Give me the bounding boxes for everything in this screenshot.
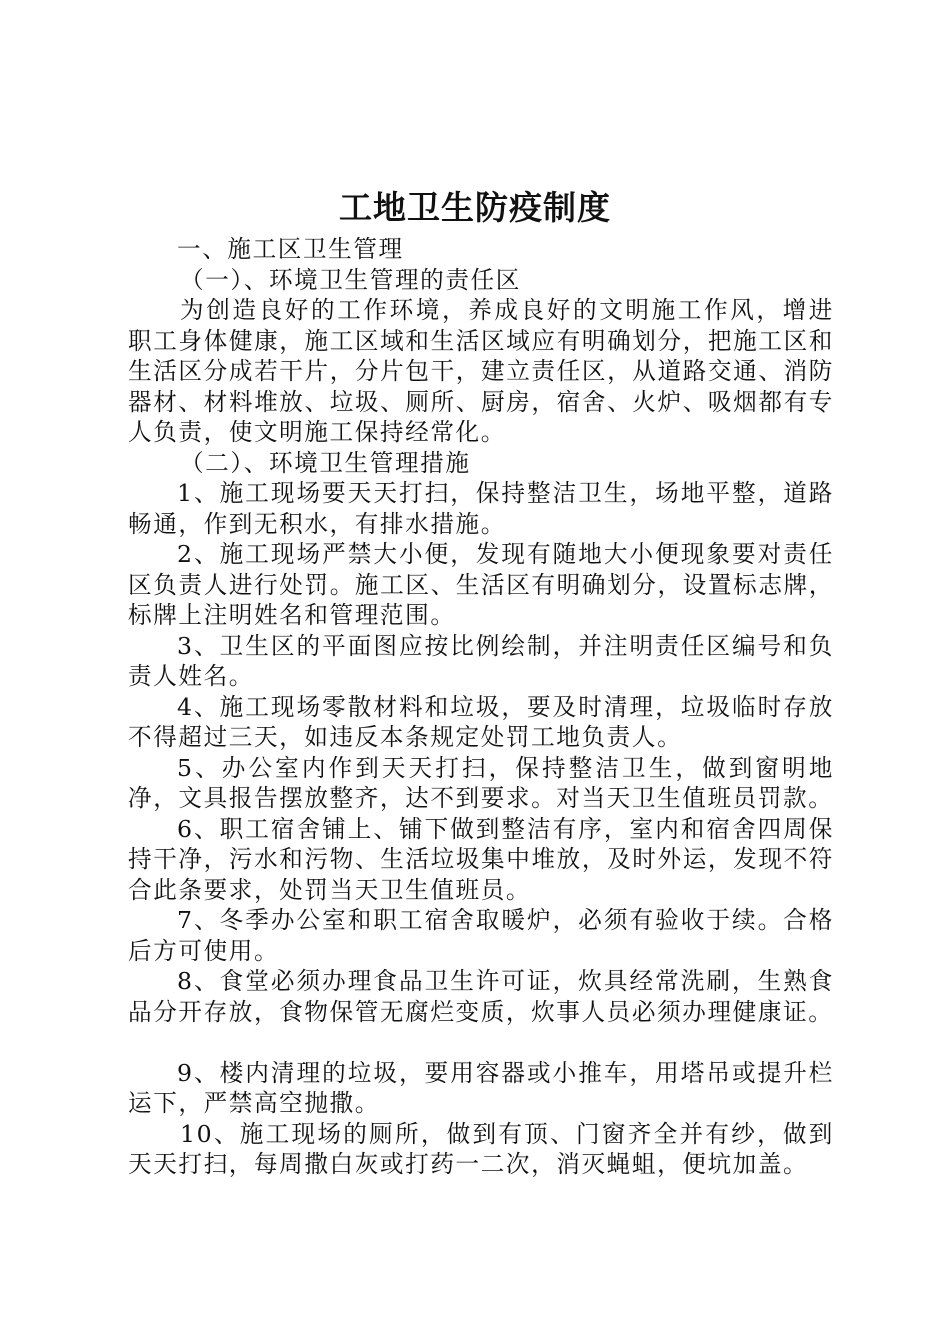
document-title: 工地卫生防疫制度 (339, 188, 611, 227)
paragraph: 为创造良好的工作环境，养成良好的文明施工作风，增进职工身体健康，施工区域和生活区域应有明确划分，把施工区和生活区分成若干片，分片包干，建立责任区，从道路交通、消防器材、材料堆放、垃圾、厕所、厨房，宿舍、火炉、吸烟都有专人负责，使文明施工保持经常化。 (128, 296, 834, 446)
paragraph-gap (128, 1027, 834, 1058)
list-item: 3、卫生区的平面图应按比例绘制，并注明责任区编号和负责人姓名。 (128, 631, 834, 690)
list-item: 7、冬季办公室和职工宿舍取暖炉，必须有验收于续。合格后方可使用。 (128, 906, 834, 965)
list-item: 8、食堂必须办理食品卫生许可证，炊具经常洗刷，生熟食品分开存放，食物保管无腐烂变质，炊事人员必须办理健康证。 (128, 967, 834, 1026)
subsection-heading: （二）、环境卫生管理措施 (180, 448, 471, 477)
list-item: 6、职工宿舍铺上、铺下做到整洁有序，室内和宿舍四周保持干净，污水和污物、生活垃圾集中堆放，及时外运，发现不符合此条要求，处罚当天卫生值班员。 (128, 814, 834, 904)
list-item: 4、施工现场零散材料和垃圾，要及时清理，垃圾临时存放不得超过三天，如违反本条规定处罚工地负责人。 (128, 692, 834, 751)
list-item: 9、楼内清理的垃圾，要用容器或小推车，用塔吊或提升栏运下，严禁高空抛撒。 (128, 1058, 834, 1117)
list-item: 10、施工现场的厕所，做到有顶、门窗齐全并有纱，做到天天打扫，每周撒白灰或打药一二次，消灭蝇蛆，便坑加盖。 (128, 1119, 834, 1178)
list-item: 5、办公室内作到天天打扫，保持整洁卫生，做到窗明地净，文具报告摆放整齐，达不到要求。对当天卫生值班员罚款。 (128, 753, 834, 812)
list-item: 2、施工现场严禁大小便，发现有随地大小便现象要对责任区负责人进行处罚。施工区、生活区有明确划分，设置标志牌，标牌上注明姓名和管理范围。 (128, 540, 834, 629)
section-heading: 一、施工区卫生管理 (177, 235, 404, 263)
document-body (128, 234, 834, 1180)
list-item: 1、施工现场要天天打扫，保持整洁卫生，场地平整，道路畅通，作到无积水，有排水措施。 (128, 479, 834, 538)
subsection-heading: （一）、环境卫生管理的责任区 (180, 265, 521, 294)
